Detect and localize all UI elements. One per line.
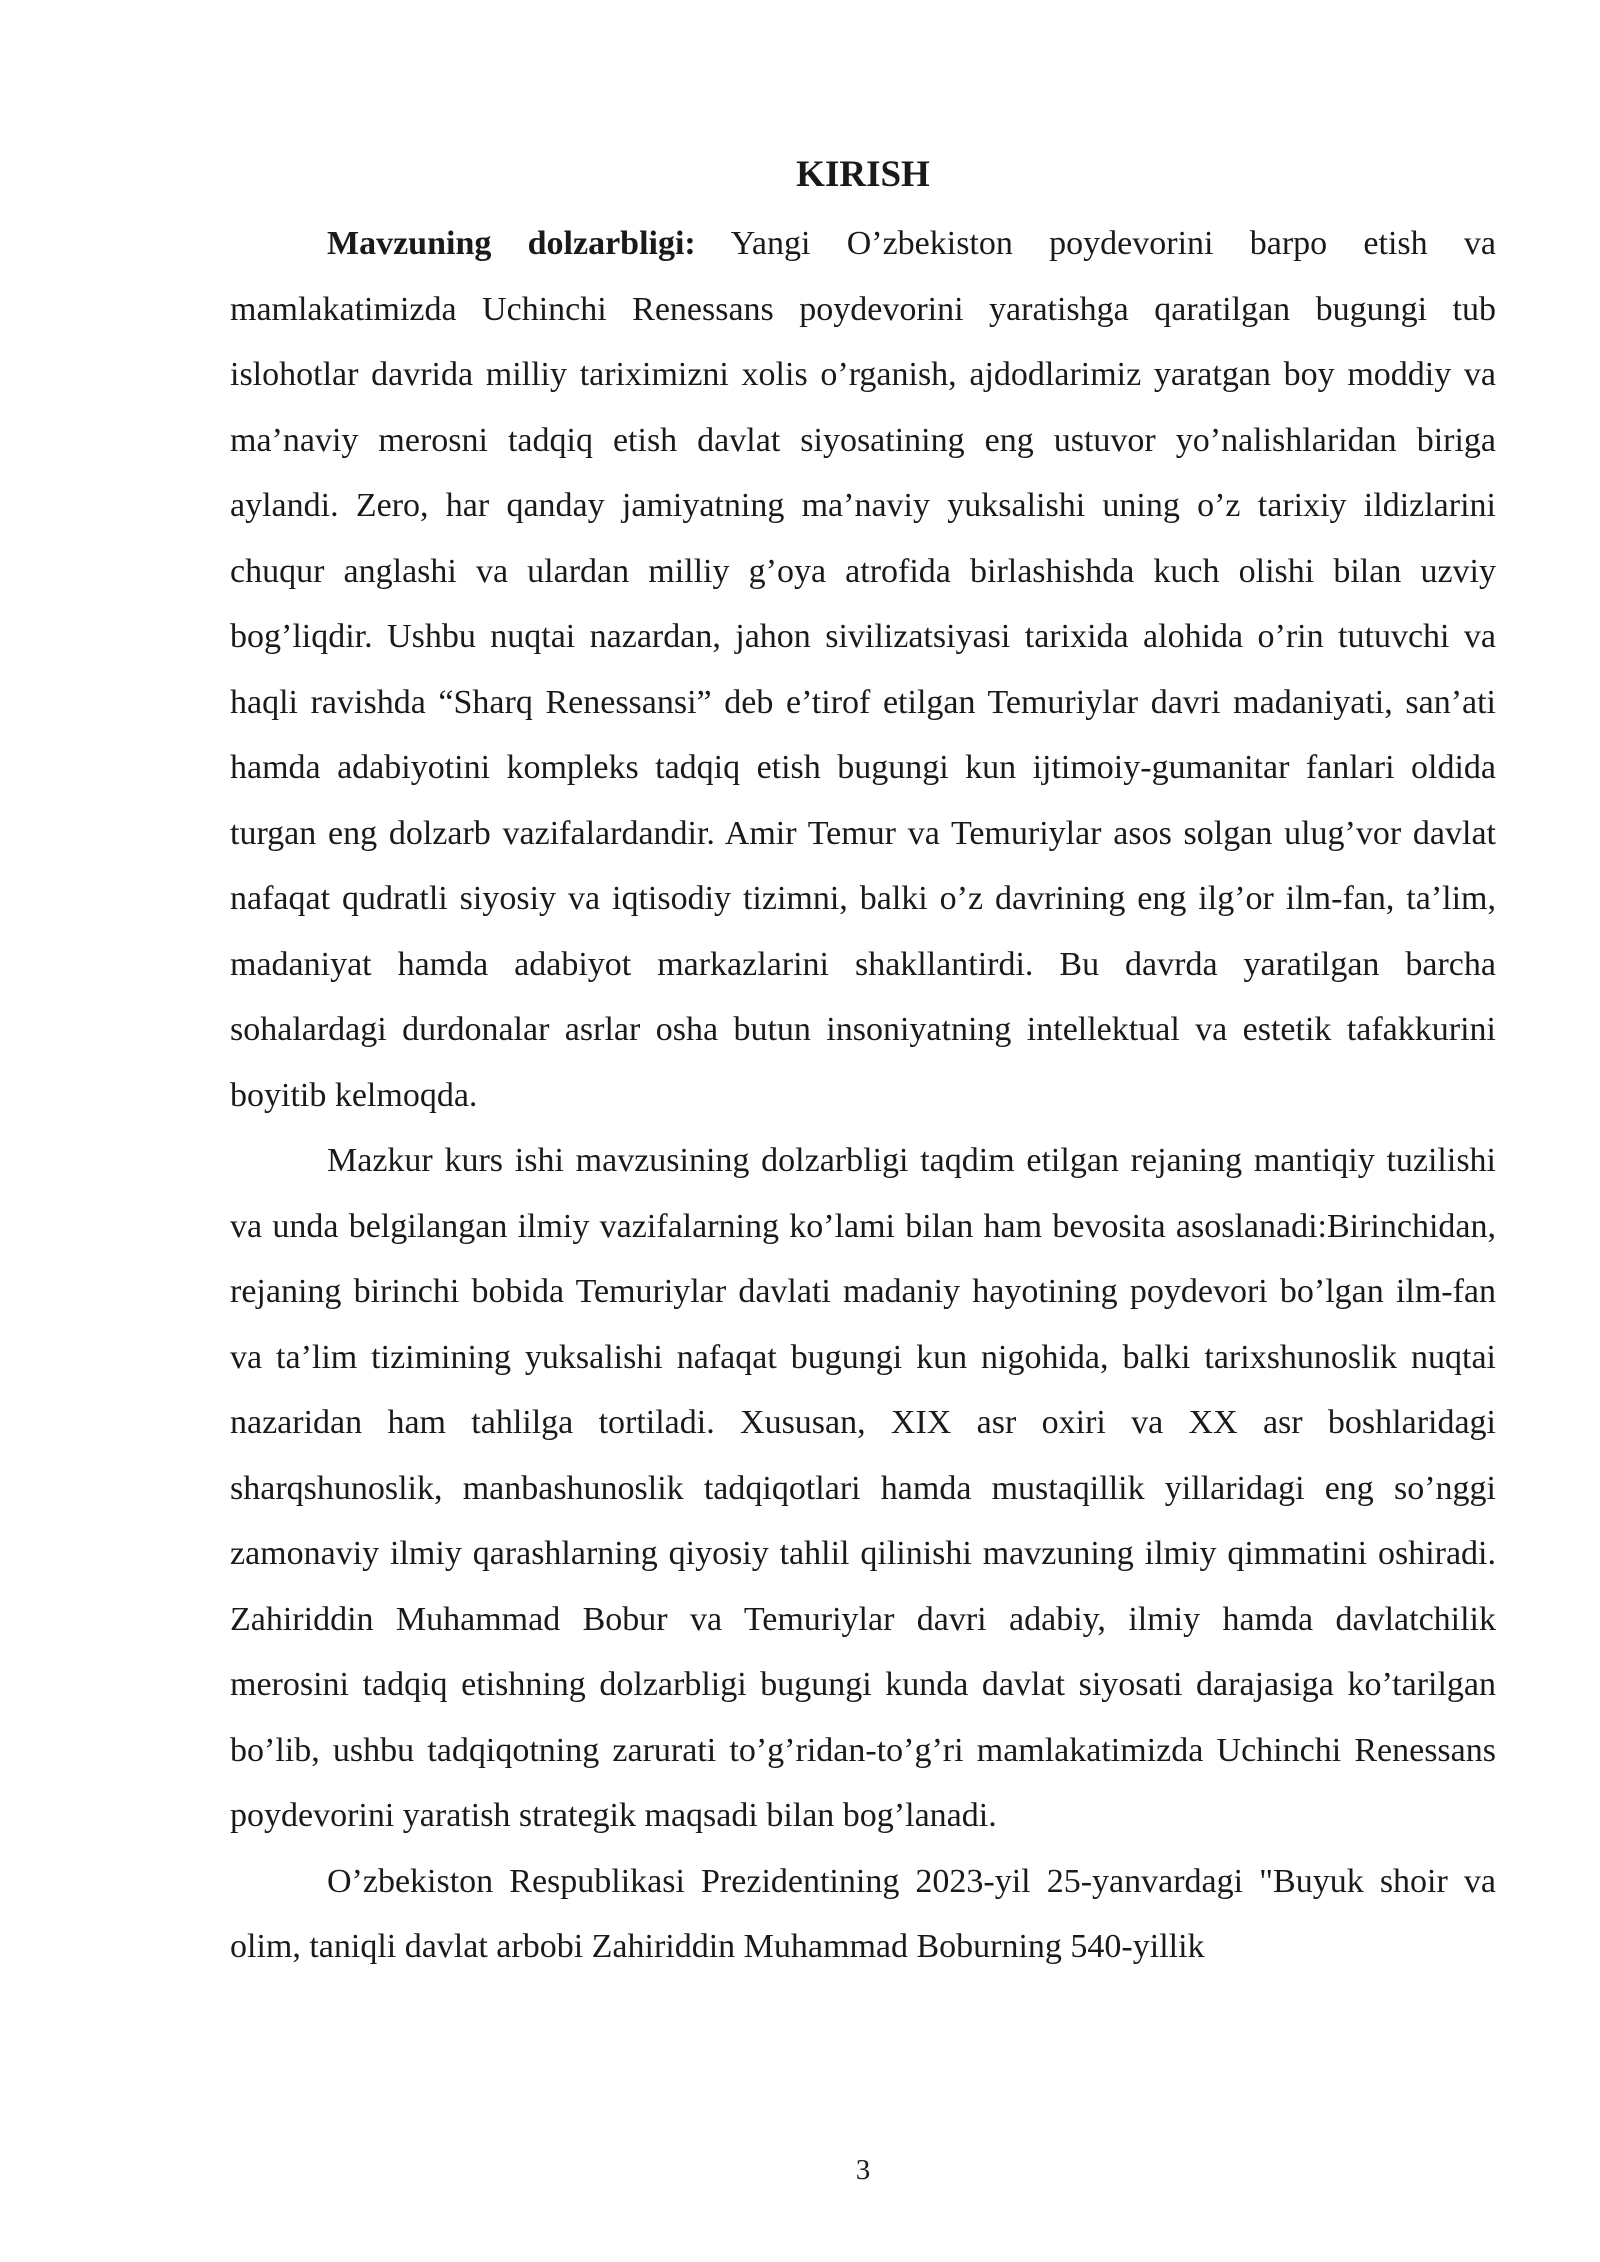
paragraph-text: O’zbekiston Respublikasi Prezidentining 2023-yil 25-yanvardagi "Buyuk shoir va olim, taniqli davlat arbobi Zahiriddin Muhammad Boburning 540-yillik xyxy=(230,1862,1496,1965)
paragraph-relevance xyxy=(230,211,1496,1128)
paragraph-text: Mazkur kurs ishi mavzusining dolzarbligi taqdim etilgan rejaning mantiqiy tuzilishi va unda belgilangan ilmiy vazifalarning ko’lami bilan ham bevosita asoslanadi:Birinchidan, rejaning birinchi bobida Temuriylar davlati madaniy hayotining poydevori bo’lgan ilm-fan va ta’lim tizimining yuksalishi nafaqat bugungi kun nigohida, balki tarixshunoslik nuqtai nazaridan ham tahlilga tortiladi. Xususan, XIX asr oxiri va XX asr boshlaridagi sharqshunoslik, manbashunoslik tadqiqotlari hamda mustaqillik yillaridagi eng so’nggi zamonaviy ilmiy qarashlarning qiyosiy tahlil qilinishi mavzuning ilmiy qimmatini oshiradi. Zahiriddin Muhammad Bobur va Temuriylar davri adabiy, ilmiy hamda davlatchilik merosini tadqiq etishning dolzarbligi bugungi kunda davlat siyosati darajasiga ko’tarilgan bo’lib, ushbu tadqiqotning zarurati to’g’ridan-to’g’ri mamlakatimizda Uchinchi Renessans poydevorini yaratish strategik maqsadi bilan bog’lanadi. xyxy=(230,1142,1496,1834)
body-text xyxy=(230,211,1496,1980)
paragraph-text: Yangi O’zbekiston poydevorini barpo etish va mamlakatimizda Uchinchi Renessans poydevorini yaratishga qaratilgan bugungi tub islohotlar davrida milliy tariximizni xolis o’rganish, ajdodlarimiz yaratgan boy moddiy va ma’naviy merosni tadqiq etish davlat siyosatining eng ustuvor yo’nalishlaridan biriga aylandi. Zero, har qanday jamiyatning ma’naviy yuksalishi uning o’z tarixiy ildizlarini chuqur anglashi va ulardan milliy g’oya atrofida birlashishda kuch olishi bilan uzviy bog’liqdir. Ushbu nuqtai nazardan, jahon sivilizatsiyasi tarixida alohida o’rin tutuvchi va haqli ravishda “Sharq Renessansi” deb e’tirof etilgan Temuriylar davri madaniyati, san’ati hamda adabiyotini kompleks tadqiq etish bugungi kun ijtimoiy-gumanitar fanlari oldida turgan eng dolzarb vazifalardandir. Amir Temur va Temuriylar asos solgan ulug’vor davlat nafaqat qudratli siyosiy va iqtisodiy tizimni, balki o’z davrining eng ilg’or ilm-fan, ta’lim, madaniyat hamda adabiyot markazlarini shakllantirdi. Bu davrda yaratilgan barcha sohalardagi durdonalar asrlar osha butun insoniyatning intellektual va estetik tafakkurini boyitib kelmoqda. xyxy=(230,225,1496,1114)
page-number: 3 xyxy=(855,2154,871,2186)
paragraph-lead: Mavzuning dolzarbligi: xyxy=(327,225,696,262)
paragraph-structure xyxy=(230,1128,1496,1849)
page-title: KIRISH xyxy=(796,154,930,195)
paragraph-decree xyxy=(230,1849,1496,1980)
